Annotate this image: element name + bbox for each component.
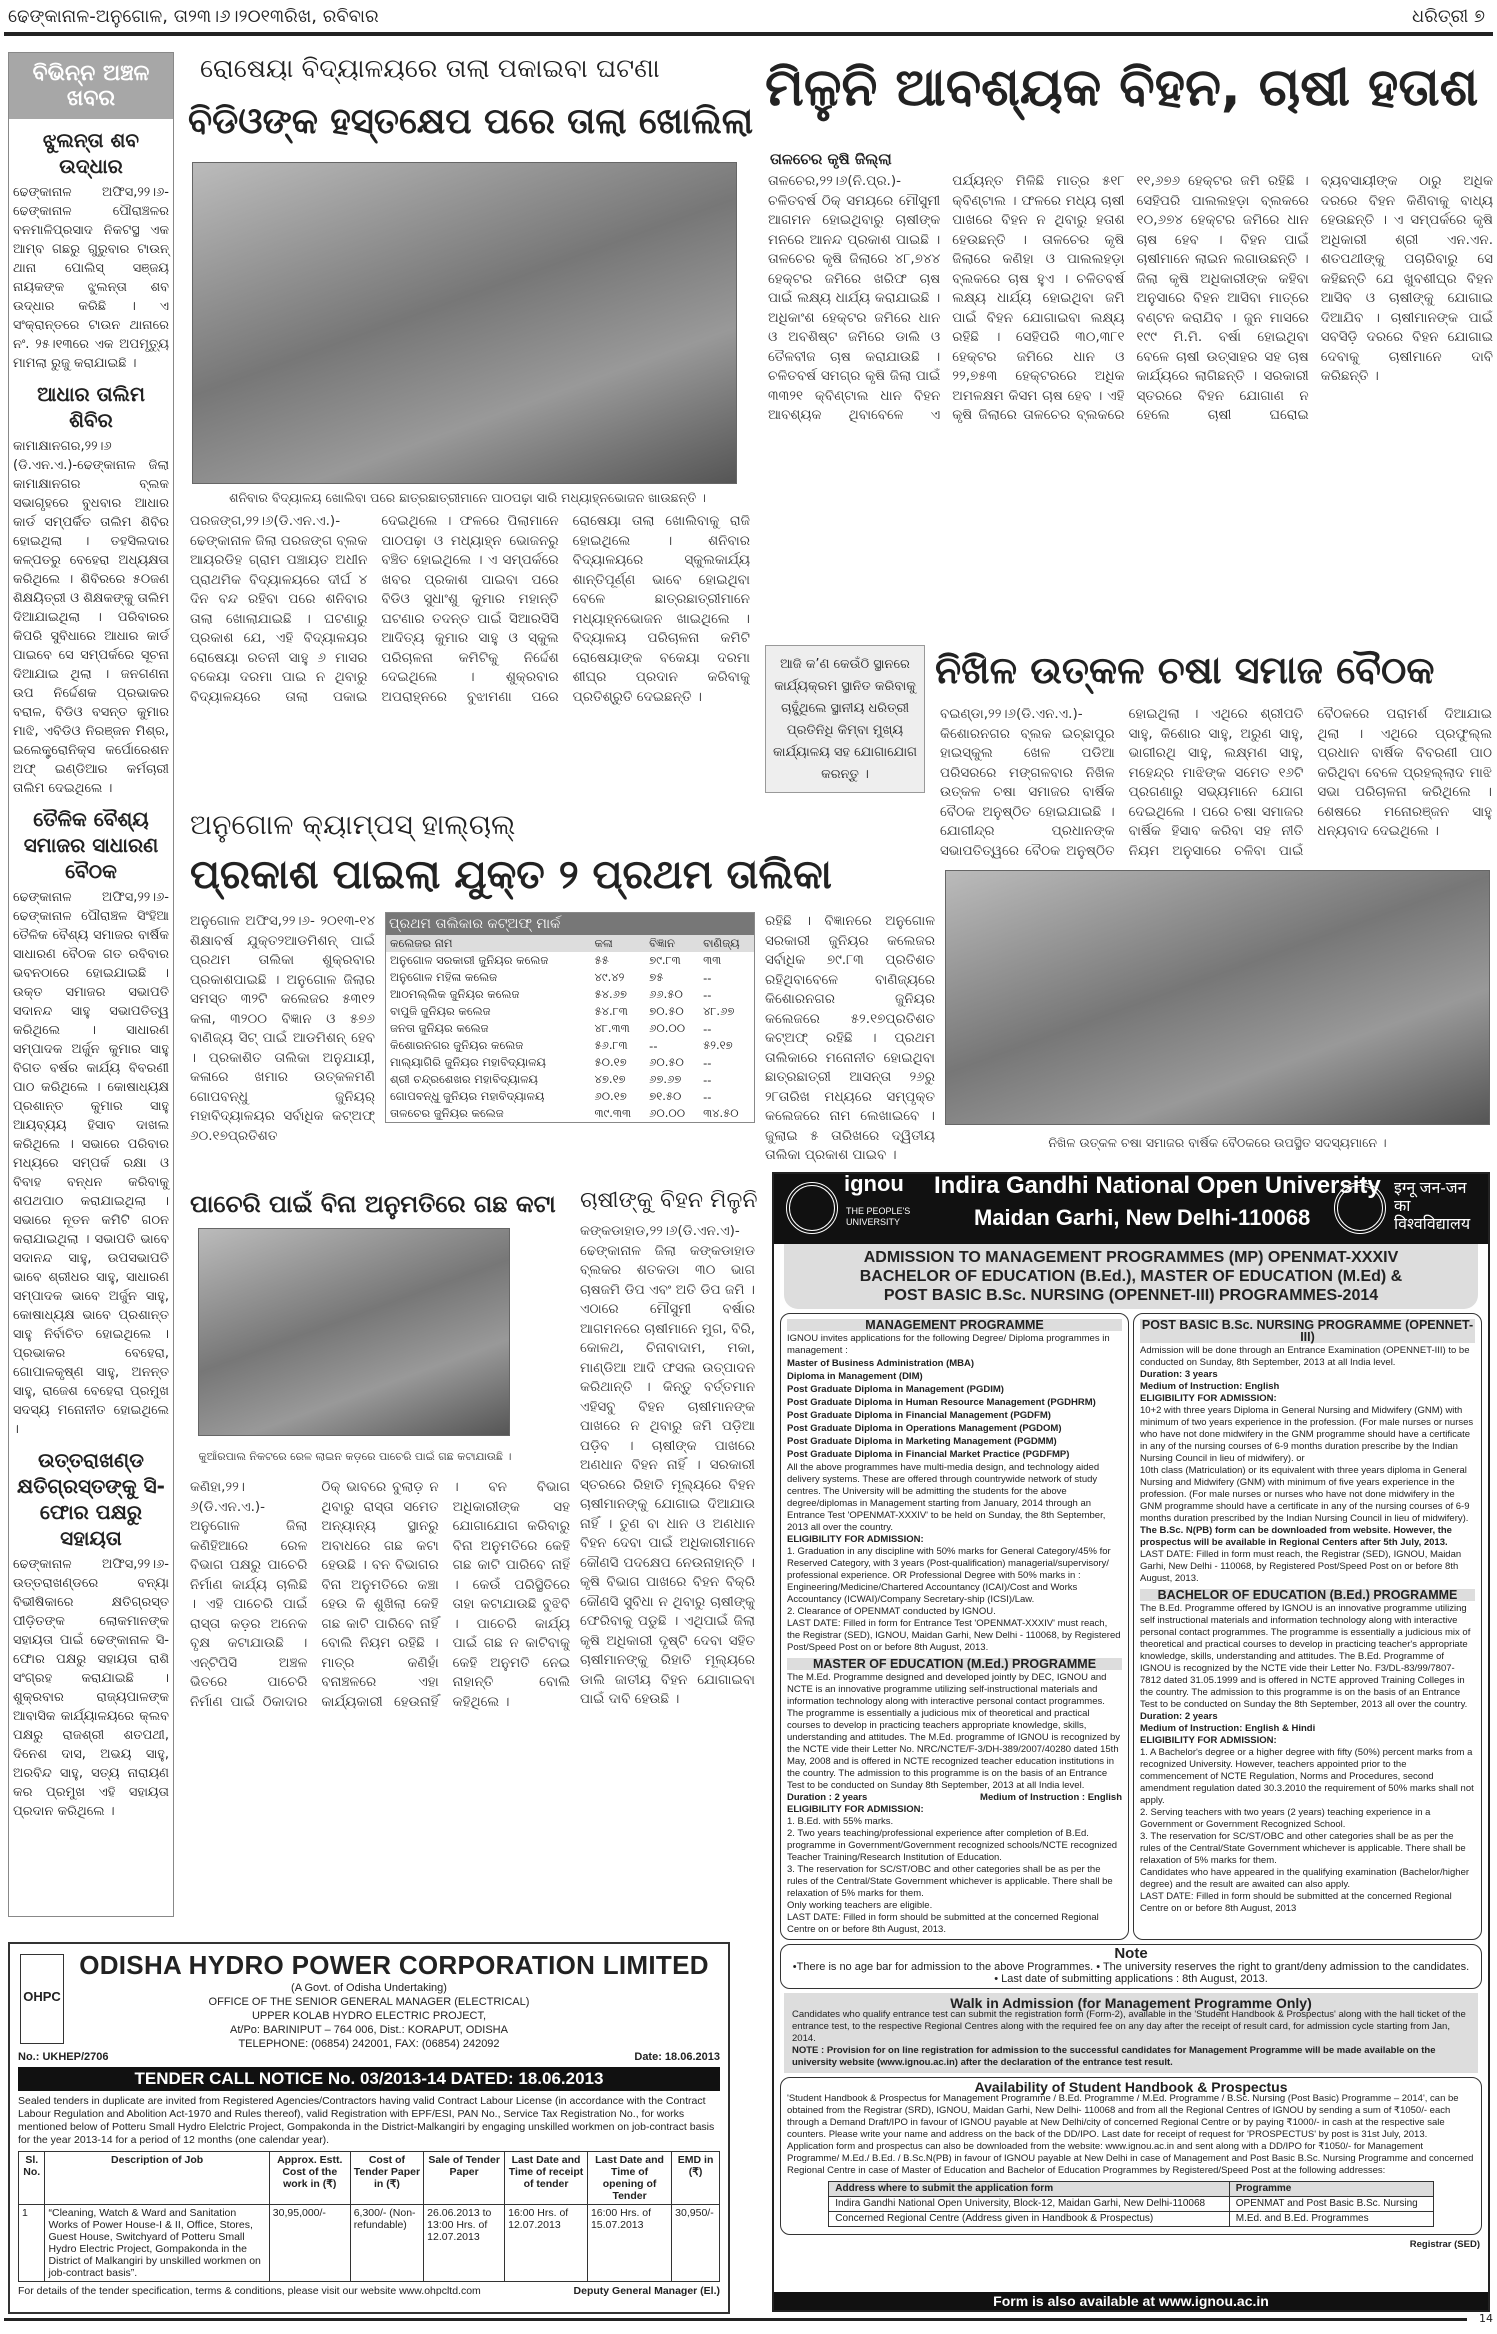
story-title: ଉତ୍ତରାଖଣ୍ଡ କ୍ଷତିଗ୍ରସ୍ତଙ୍କୁ ସି-ଫୋର ପକ୍ଷରୁ ସହାୟତା <box>17 1448 165 1550</box>
programme-item: Post Graduate Diploma in Marketing Management (PGDMM) <box>787 1436 1057 1447</box>
tender-cell: 16:00 Hrs. of 15.07.2013 <box>587 2205 671 2282</box>
tender-col-header: Description of Job <box>45 2152 269 2205</box>
cutoff-cell: ୬୦.୦୦ <box>649 1021 686 1035</box>
cutoff-cell: ଅନୁଗୋଳ ସରକାରୀ ଜୁନିୟର କଲେଜ <box>390 953 549 967</box>
programme-item: Diploma in Management (DIM) <box>787 1371 923 1382</box>
contact-callout: ଆଜି କ’ଣ କେଉଁଠି ସ୍ଥାନରେ କାର୍ଯ୍ୟକ୍ରମ ସ୍ଥାନିତ କରିବାକୁ ଚାହୁଁଥିଲେ ସ୍ଥାନୀୟ ଧରିତ୍ରୀ ପ୍ରତିନିଧି କିମ୍ବା ମୁଖ୍ୟ କାର୍ଯ୍ୟାଳୟ ସହ ଯୋଗାଯୋଗ କରନ୍ତୁ । <box>765 645 925 793</box>
programme-item: Post Graduate Diploma in Financial Management (PGDFM) <box>787 1410 1051 1421</box>
cutoff-cell: -- <box>703 1055 712 1070</box>
cell: Address where to submit the application form <box>829 2182 1230 2197</box>
ignou-signatory: Registrar (SED) <box>1409 2239 1480 2250</box>
programme-item: Post Graduate Diploma in Operations Management (PGDOM) <box>787 1423 1062 1434</box>
elig-item: 10th class (Matriculation) or its equivalent with three years diploma in General Nursing and Midwifery (GNM) with minimum of five years experience in the profession. (For male nurses or nurses who have not done midwifery in the GNM programme should have a certificate in any of the nursing courses of 6-9 months duration prescribed by the Indian Nursing Council in lieu of midwifery). <box>1140 1465 1470 1524</box>
seeds-body: ତାଳଚେର,୨୨।୬(ନି.ପ୍ର.)- ଚଳିତବର୍ଷ ଠିକ୍ ସମୟରେ ମୌସୁମୀ ଆଗମନ ହୋଇଥିବାରୁ ଚାଷୀଙ୍କ ମନରେ ଆନନ୍ଦ ପ୍ରକାଶ ପାଇଛି । ତାଳଚେର କୃଷି ଜିଲାରେ ୪୮,୭୪୪ ହେକ୍ଟର ଜମିରେ ଖରିଫ ଚାଷ ପାଇଁ ଲକ୍ଷ୍ୟ ଧାର୍ଯ୍ୟ କରାଯାଇଛି । ଅଧିକାଂଶ ହେକ୍ଟର ଜମିରେ ଧାନ ଓ ଅବଶିଷ୍ଟ ଜମିରେ ଡାଲି ଓ ତୈଳବୀଜ ଚାଷ କରାଯାଉଛି । ଚଳିତବର୍ଷ ସମଗ୍ର କୃଷି ଜିଲା ପାଇଁ ୩୩୨୧ କ୍ବିଣ୍ଟାଲ ଧାନ ବିହନ ଆବଶ୍ୟକ ଥିବାବେଳେ ଏ ପର୍ଯ୍ୟନ୍ତ ମିଳିଛି ମାତ୍ର ୫୧୮ କ୍ବିଣ୍ଟାଲ । ଫଳରେ ମଧ୍ୟ ଚାଷୀ ପାଖରେ ବିହନ ନ ଥିବାରୁ ହତାଶ ହେଉଛନ୍ତି । ତାଳଚେର କୃଷି ଜିଲାରେ କଣିହା ଓ ପାଲଲହଡ଼ା ବ୍ଲକରେ ଚାଷ ହୁଏ । ଚଳିତବର୍ଷ ଲକ୍ଷ୍ୟ ଧାର୍ଯ୍ୟ ହୋଇଥିବା ଜମି ପାଇଁ ବିହନ ଯୋଗାଇବା ଲକ୍ଷ୍ୟ ରହିଛି । ସେହିପରି ୩୦,୩୮୧ ହେକ୍ଟର ଜମିରେ ଧାନ ଓ ୨୨,୭୫୩ ହେକ୍ଟରରେ ଅଧିକ ଅମଳକ୍ଷମ କିସମ ଚାଷ ହେବ । ଏହି କୃଷି ଜିଲାରେ ତାଳଚେର ବ୍ଲକରେ ୧୧,୬୭୬ ହେକ୍ଟର ଜମି ରହିଛି । ସେହିପରି ପାଲଲହଡ଼ା ବ୍ଲକରେ ୧୦,୬୭୪ ହେକ୍ଟର ଜମିରେ ଧାନ ଚାଷ ହେବ । ବିହନ ପାଇଁ ଚାଷୀମାନେ ଲାଇନ ଲଗାଉଛନ୍ତି । ଜିଲା କୃଷି ଅଧିକାରୀଙ୍କ କହିବା ଅନୁସାରେ ବିହନ ଆସିବା ମାତ୍ରେ ବଣ୍ଟନ କରାଯିବ । ଜୁନ ମାସରେ ୧୯୯ ମି.ମି. ବର୍ଷା ହୋଇଥିବା ବେଳେ ଚାଷୀ ଉତ୍ସାହର ସହ ଚାଷ କାର୍ଯ୍ୟରେ ଲାଗିଛନ୍ତି । ସରକାରୀ ସ୍ତରରେ ବିହନ ଯୋଗାଣ ନ ହେଲେ ଚାଷୀ ଘରୋଇ ବ୍ୟବସାୟୀଙ୍କ ଠାରୁ ଅଧିକ ଦରରେ ବିହନ କିଣିବାକୁ ବାଧ୍ୟ ହେଉଛନ୍ତି । ଏ ସମ୍ପର୍କରେ କୃଷି ଅଧିକାରୀ ଶ୍ରୀ ଏନ.ଏନ. ଶତପଥୀଙ୍କୁ ପଚାରିବାରୁ ସେ କହିଛନ୍ତି ଯେ ଖୁବଶୀଘ୍ର ବିହନ ଆସିବ ଓ ଚାଷୀଙ୍କୁ ଯୋଗାଇ ଦିଆଯିବ । ଚାଷୀମାନଙ୍କ ପାଇଁ ସବସିଡ଼ି ଦରରେ ବିହନ ଯୋଗାଇ ଦେବାକୁ ଚାଷୀମାନେ ଦାବି କରିଛନ୍ତି । <box>768 173 1493 423</box>
seeds-headline: ମିଳୁନି ଆବଶ୍ୟକ ବିହନ, ଚାଷୀ ହତାଶ <box>765 58 1479 118</box>
tender-col-header: Sale of Tender Paper <box>424 2152 505 2205</box>
school-kicker: ରୋଷେୟା ବିଦ୍ୟାଳୟରେ ତାଲା ପକାଇବା ଘଟଣା <box>200 54 660 84</box>
cutoff-cell: ତାଳଚେର ଜୁନିୟର କଲେଜ <box>390 1106 504 1120</box>
cutoff-cell: ୪୮.୩୩ <box>594 1021 630 1035</box>
admission-line: BACHELOR OF EDUCATION (B.Ed.), MASTER OF EDUCATION (M.Ed) & <box>859 1268 1403 1285</box>
tender-col-header: EMD in (₹) <box>672 2152 720 2205</box>
bed-duration: Duration: 2 years <box>1140 1711 1218 1722</box>
programme-item: Post Graduate Diploma in Human Resource Management (PGDHRM) <box>787 1397 1096 1408</box>
tender-cell: 1 <box>19 2205 45 2282</box>
cutoff-cell: ୬୦.୫୦ <box>649 1055 684 1069</box>
cell: Indira Gandhi National Open University, Block-12, Maidan Garhi, New Delhi-110068 <box>829 2197 1230 2212</box>
cutoff-cell: ୫୪.୬୭ <box>594 987 627 1001</box>
cutoff-row <box>386 1105 755 1123</box>
med-title: MASTER OF EDUCATION (M.Ed.) PROGRAMME <box>787 1658 1122 1670</box>
ignou-brand: ignou <box>844 1172 904 1196</box>
cutoff-row <box>386 1071 755 1088</box>
nursing-bed-box <box>1133 1313 1482 1940</box>
story-title: ଆଧାର ତାଲିମ ଶିବିର <box>37 382 145 432</box>
nursing-duration: Duration: 3 years <box>1140 1369 1218 1380</box>
story-body: ଢେଙ୍କାନାଳ ଅଫିସ,୨୨।୬- ଢେଙ୍କାନାଳ ପୌରାଞ୍ଚଳର ବନମାଳିପ୍ରସାଦ ନିକଟସ୍ଥ ଏକ ଆମ୍ବ ଗଛରୁ ଗୁରୁବାର ଟାଉନ୍ ଥାନା ପୋଲିସ୍ ସଞ୍ଜୟ ନାୟକଙ୍କ ଝୁଲନ୍ତା ଶବ ଉଦ୍ଧାର କରିଛି । ଏ ସଂକ୍ରାନ୍ତରେ ଟାଉନ ଥାନାରେ ନଂ. ୨୫।୧୩ରେ ଏକ ଅପମୃତ୍ୟୁ ମାମଲା ରୁଜୁ କରାଯାଇଛି । <box>13 185 169 371</box>
cutoff-table-title: ପ୍ରଥମ ତାଲିକାର କଟ୍‌ଅଫ୍ ମାର୍କ <box>386 913 755 936</box>
trees-photo <box>198 1228 510 1436</box>
footer-rule <box>4 2318 1467 2321</box>
elig-item: 1. A Bachelor's degree or a higher degree with fifty (50%) percent marks from a recognized University. However, teachers appointed prior to the commencement of NCTE Regulation, Norms and Procedures, second amendment regulation dated 30.3.2010 the requirement of 50% marks shall not apply. <box>1140 1747 1474 1806</box>
mgmt-desc: All the above programmes have multi-media design, and technology aided delivery systems. These are offered through countrywide network of study centres. The University will be admitting the students for the above degree/diplomas in Management starting from January, 2014 through an Entrance Test 'OPENMAT-XXXIV' to be held on Sunday, the 8th September, 2013 all over the country. <box>787 1462 1106 1533</box>
cutoff-cell: -- <box>703 1072 712 1087</box>
cutoff-cell: ୭୧.୫୦ <box>649 1089 682 1103</box>
prospectus-body: 'Student Handbook & Prospectus for Management Programme / B.Ed. Programme / M.Ed. Programme / B.Sc. Nursing (Post Basic) Programme – 2014', can be obtained from the Registrar (SRD), IGNOU, Maidan Garhi, New Delhi- 110068 and from all the Regional Centres of IGNOU by sending a sum of ₹1050/- each through a Demand Draft/IPO in favour of IGNOU payable at New Delhi/city of concerned Regional Centre or by paying ₹1000/- in cash at the respective sale counters. Please write your name and address on the back of the DD/IPO. Last date for receipt of request for 'PROSPECTUS' by post is 31st July, 2013. <box>787 2093 1459 2140</box>
tender-cell: 16:00 Hrs. of 12.07.2013 <box>505 2205 588 2282</box>
left-news-column <box>8 52 174 1917</box>
nursing-form: The B.Sc. N(PB) form can be downloaded from website. However, the prospectus will be available in Regional Centers after 5th July, 2013. <box>1140 1525 1452 1548</box>
elig-title: ELIGIBILITY FOR ADMISSION: <box>1140 1735 1277 1746</box>
walk-body: Candidates who qualify entrance test can submit the registration form (Form-2), available in the 'Student Handbook & Prospectus' along with the hall ticket of the entrance test, to the respective Regional Centres along with the required fee on any day after the receipt of result card, for admission cycle starting from Jan, 2014. <box>792 2009 1466 2044</box>
tender-cell: 6,300/- (Non-refundable) <box>350 2205 423 2282</box>
cutoff-cell: ୫୦.୧୭ <box>594 1055 627 1069</box>
last-date: LAST DATE: Filled in form should be submitted at the concerned Regional Centre on or before 8th August, 2013 <box>1140 1891 1452 1914</box>
cutoff-cell: ଆଠମଲ୍ଲିକ ଜୁନିୟର କଲେଜ <box>390 987 520 1001</box>
programme-item: Master of Business Administration (MBA) <box>787 1358 975 1369</box>
mgmt-title: MANAGEMENT PROGRAMME <box>787 1319 1122 1331</box>
ohpc-logo: OHPC <box>20 1954 64 2044</box>
walk-in-box <box>784 1993 1478 2073</box>
cutoff-cell: ଗୋପବନ୍ଧୁ ଜୁନିୟର ମହାବିଦ୍ୟାଳୟ <box>390 1089 545 1103</box>
cell: Programme <box>1229 2182 1433 2197</box>
prospectus-box <box>780 2077 1482 2235</box>
ignou-footer: Form is also available at www.ignou.ac.in <box>774 2292 1488 2310</box>
tender-col-header: Last Date and Time of receipt of tender <box>505 2152 588 2205</box>
dateline: ଢେଙ୍କାନାଳ-ଅନୁଗୋଳ, ତା୨୩।୬।୨୦୧୩ରିଖ, ରବିବାର <box>8 6 379 27</box>
elig-title: ELIGIBILITY FOR ADMISSION: <box>787 1804 924 1815</box>
cutoff-cell: ୫୨.୧୭ <box>703 1038 733 1052</box>
note-title: Note <box>1114 1945 1148 1962</box>
school-body: ପରଜଙ୍ଗ,୨୨।୬(ଡି.ଏନ.ଏ.)- ଢେଙ୍କାନାଳ ଜିଲା ପରଜଙ୍ଗ ବ୍ଲକ ଆୟରଡିହ ଗ୍ରାମ ପଞ୍ଚାୟତ ଅଧୀନ ପ୍ରାଥମିକ ବିଦ୍ୟାଳୟରେ ଦୀର୍ଘ ୪ ଦିନ ବନ୍ଦ ରହିବା ପରେ ଶନିବାର ତାଲା ଖୋଲାଯାଇଛି । ଘଟଣାରୁ ପ୍ରକାଶ ଯେ, ଏହି ବିଦ୍ୟାଳୟର ରୋଷେୟା ରତନୀ ସାହୁ ୬ ମାସର ବକେୟା ଦରମା ପାଇ ନ ଥିବାରୁ ବିଦ୍ୟାଳୟରେ ତାଲା ପକାଇ ଦେଇଥିଲେ । ଫଳରେ ପିଲାମାନେ ପାଠପଢ଼ା ଓ ମଧ୍ୟାହ୍ନ ଭୋଜନରୁ ବଞ୍ଚିତ ହୋଇଥିଲେ । ଏ ସମ୍ପର୍କରେ ଖବର ପ୍ରକାଶ ପାଇବା ପରେ ବିଡିଓ ସୁଧାଂଶୁ କୁମାର ମହାନ୍ତି ଘଟଣାର ତଦନ୍ତ ପାଇଁ ସିଆରସିସି ଆଦିତ୍ୟ କୁମାର ସାହୁ ଓ ସ୍କୁଲ ପରିଚାଳନା କମିଟିକୁ ନିର୍ଦ୍ଦେଶ ଦେଇଥିଲେ । ଶୁକ୍ରବାର ଅପରାହ୍ନରେ ବୁଝାମଣା ପରେ ରୋଷେୟା ତାଲା ଖୋଲିବାକୁ ରାଜି ହୋଇଥିଲେ । ଶନିବାର ବିଦ୍ୟାଳୟରେ ସ୍କୁଲକାର୍ଯ୍ୟ ଶାନ୍ତିପୂର୍ଣ୍ଣ ଭାବେ ହୋଇଥିବା ବେଳେ ଛାତ୍ରଛାତ୍ରୀମାନେ ମଧ୍ୟାହ୍ନଭୋଜନ ଖାଇଥିଲେ । ବିଦ୍ୟାଳୟ ପରିଚାଳନା କମିଟି ରୋଷେୟାଙ୍କ ବକେୟା ଦରମା ଶୀଘ୍ର ପ୍ରଦାନ କରିବାକୁ ପ୍ରତିଶ୍ରୁତି ଦେଇଛନ୍ତି । <box>190 513 750 705</box>
cutoff-cell: -- <box>649 1038 658 1053</box>
tender-body: Sealed tenders in duplicate are invited from Registered Agencies/Contractors having valid Contract Labour License (in accordance with the Contract Labour Regulation and Abolition Act-1970 and Rules thereof), valid Registration with EPF/ESI, PAN No., Service Tax Registration No., for works mentioned below of Potteru Small Hydro Elelctric Project, Gompakonda in the District-Malkangiri by engaging unskilled workmen on job-contract basis for the year 2013-14 for a period of 12 months (one calendar year). <box>18 2095 715 2146</box>
admission-line: POST BASIC B.Sc. NURSING (OPENNET-III) PROGRAMMES-2014 <box>883 1287 1379 1304</box>
school-headline: ବିଡିଓଙ୍କ ହସ୍ତକ୍ଷେପ ପରେ ତାଲା ଖୋଲିଲା <box>188 101 754 142</box>
elig-item: 3. The reservation for SC/ST/OBC and other categories shall be as per the rules of the Central/State Government whichever is applicable. There shall be relaxation of 5% marks for them. <box>1140 1831 1466 1866</box>
page-label: ଧରିତ୍ରୀ ୭ <box>1412 6 1485 27</box>
elig-item: 3. The reservation for SC/ST/OBC and other categories shall be as per the rules of the Central/State Government whichever is applicable. There shall be relaxation of 5% marks for them. <box>787 1864 1113 1899</box>
tender-table <box>18 2151 720 2282</box>
mgmt-med-box <box>780 1313 1129 1940</box>
trees-body: କଣିହା,୨୨।୬(ଡି.ଏନ.ଏ.)- ଅନୁଗୋଳ ଜିଲା କଣିହିଆରେ ରେଳ ବିଭାଗ ପକ୍ଷରୁ ପାଚେରି ନିର୍ମାଣ କାର୍ଯ୍ୟ ଚାଲିଛି । ଏହି ପାଚେରି ପାଇଁ ରାସ୍ତା କଡ଼ର ଅନେକ ବୃକ୍ଷ କଟାଯାଉଛି । ଏନ୍‌ଟିପିସି ଅଞ୍ଚଳ ଭିତରେ ପାଚେରି ନିର୍ମାଣ ପାଇଁ ଠିକାଦାର ଠିକ୍ ଭାବରେ ବୁଲାଡ଼ ନ ଥିବାରୁ ରାସ୍ତା ସମେତ ଅନ୍ୟାନ୍ୟ ସ୍ଥାନରୁ ଅବାଧରେ ଗଛ କଟା ହେଉଛି । ବନ ବିଭାଗର ବିନା ଅନୁମତିରେ କଞ୍ଚା ହେଉ କି ଶୁଖିଲା କେହି ଗଛ କାଟି ପାରିବେ ନାହିଁ ବୋଲି ନିୟମ ରହିଛି । ମାତ୍ର କଣିହାଁ ବନାଞ୍ଚଳରେ ଏହା କାର୍ଯ୍ୟକାରୀ ହେଉନାହିଁ । ବନ ବିଭାଗ ଅଧିକାରୀଙ୍କ ସହ ଯୋଗାଯୋଗ କରିବାରୁ ବିନା ଅନୁମତିରେ କେହି ଗଛ କାଟି ପାରିବେ ନାହିଁ । କେଉଁ ପରିସ୍ଥିତିରେ ତାହା କଟାଯାଉଛି ବୁଝିବି । ପାଚେରି କାର୍ଯ୍ୟ ପାଇଁ ଗଛ ନ କାଟିବାକୁ କେହି ଅନୁମତି ନେଇ ନାହାନ୍ତି ବୋଲି କହିଥିଲେ । <box>190 1479 570 1710</box>
tender-cell: 26.06.2013 to 13:00 Hrs. of 12.07.2013 <box>424 2205 505 2282</box>
cutoff-cell: କିଶୋରନଗର ଜୁନିୟର କଲେଜ <box>390 1038 524 1052</box>
ohpc-sub: TELEPHONE: (06854) 242001, FAX: (06854) 242092 <box>238 2038 500 2050</box>
ohpc-sub: OFFICE OF THE SENIOR GENERAL MANAGER (ELECTRICAL) <box>208 1996 530 2008</box>
mgmt-intro: IGNOU invites applications for the following Degree/ Diploma programmes in management : <box>787 1333 1110 1356</box>
cutoff-table <box>385 912 755 1123</box>
trees-caption: କୁଆଁରପାଲ ନିକଟରେ ରେଳ ଲାଇନ କଡ଼ରେ ପାଚେରି ପାଇଁ ଗଛ କଟାଯାଉଛି । <box>198 1450 512 1463</box>
campus-body-right: ରହିଛି । ବିଜ୍ଞାନରେ ଅନୁଗୋଳ ସରକାରୀ ଜୁନିୟର କଲେଜର ସର୍ବାଧିକ ୭୯.୮୩ ପ୍ରତିଶତ ରହିଥିବାବେଳେ ବାଣିଜ୍ୟରେ କିଶୋରନଗର ଜୁନିୟର କଲେଜରେ ୫୨.୧୭ପ୍ରତିଶତ କଟ୍‌ଅଫ୍ ରହିଛି । ପ୍ରଥମ ତାଲିକାରେ ମନୋନୀତ ହୋଇଥିବା ଛାତ୍ରଛାତ୍ରୀ ଆସନ୍ତା ୨୬ରୁ ୨୮ତାରିଖ ମଧ୍ୟରେ ସମ୍ପୃକ୍ତ କଲେଜରେ ନାମ ଲେଖାଇବେ । ଜୁଲାଇ ୫ ତାରିଖରେ ଦ୍ୱିତୀୟ ତାଲିକା ପ୍ରକାଶ ପାଇବ । <box>765 913 935 1163</box>
ignou-hindi: इग्नू जन-जन का विश्वविद्यालय <box>1394 1180 1471 1233</box>
elig-item: 1. B.Ed. with 55% marks. <box>787 1816 894 1827</box>
cell: OPENMAT and Post Basic B.Sc. Nursing <box>1229 2197 1433 2212</box>
cutoff-cell: ୪୭.୧୭ <box>594 1072 626 1086</box>
tender-signatory: Deputy General Manager (El.) <box>573 2285 720 2297</box>
med-medium: Medium of Instruction : English <box>980 1792 1122 1803</box>
tender-col-header: Cost of Tender Paper in (₹) <box>350 2152 423 2205</box>
cutoff-cell: ୭୯.୮୩ <box>649 953 681 967</box>
ignou-logo-icon <box>1334 1182 1386 1234</box>
elig-item: 2. Two years teaching/professional experience after completion of B.Ed. programme in Government/Government recognized schools/NCTE recognized Teacher Training/Research Institution of Education. <box>787 1828 1118 1863</box>
cutoff-row <box>386 986 755 1003</box>
cutoff-cell: ୬୬.୫୦ <box>649 987 683 1001</box>
bed-medium: Medium of Instruction: English & Hindi <box>1140 1723 1316 1734</box>
elig-title: ELIGIBILITY FOR ADMISSION: <box>787 1534 924 1545</box>
programme-item: Post Graduate Diploma in Management (PGDIM) <box>787 1384 1004 1395</box>
note-line: •There is no age bar for admission to the above Programmes. • The university reserves the right to grant/deny admission to the candidates. <box>792 1961 1470 1973</box>
cutoff-cell: ୪୮.୬୭ <box>703 1004 735 1018</box>
cutoff-row <box>386 1020 755 1037</box>
cutoff-cell: ୬୭.୬୭ <box>649 1072 682 1086</box>
nursing-title: POST BASIC B.Sc. NURSING PROGRAMME (OPENNET-III) <box>1141 1318 1474 1344</box>
trees-headline: ପାଚେରି ପାଇଁ ବିନା ଅନୁମତିରେ ଗଛ କଟା <box>190 1190 556 1218</box>
bed-title: BACHELOR OF EDUCATION (B.Ed.) PROGRAMME <box>1140 1589 1475 1601</box>
elig-item: 2. Clearance of OPENMAT conducted by IGNOU. <box>787 1606 996 1617</box>
cutoff-row <box>386 1088 755 1105</box>
ohpc-tender-ad <box>8 1942 730 2314</box>
cutoff-cell: ୫୬.୮୩ <box>594 1038 628 1052</box>
seeds-subhead: ତାଳଚେର କୃଷି ଜିଲ୍ଲା <box>770 150 892 168</box>
cutoff-cell: ମାଲ୍ୟାଗିରି ଜୁନିୟର ମହାବିଦ୍ୟାଳୟ <box>390 1055 546 1069</box>
tender-footer: For details of the tender specification, terms & conditions, please visit our website www.ohpcltd.com <box>18 2285 481 2297</box>
campus-body-left: ଅନୁଗୋଳ ଅଫିସ,୨୨।୬- ୨୦୧୩-୧୪ ଶିକ୍ଷାବର୍ଷ ଯୁକ୍ତ୨ଆଡମିଶନ୍ ପାଇଁ ପ୍ରଥମ ତାଲିକା ଶୁକ୍ରବାର ପ୍ରକାଶପାଇଛି । ଅନୁଗୋଳ ଜିଲାର ସମସ୍ତ ୩୨ଟି କଲେଜର ୫୩୧୨ କଳା, ୩୨୦୦ ବିଜ୍ଞାନ ଓ ୫୭୬ ବାଣିଜ୍ୟ ସିଟ୍ ପାଇଁ ଆଡମିଶନ୍ ହେବ । ପ୍ରକାଶିତ ତାଲିକା ଅନୁଯାୟୀ, କଳାରେ ଖମାର ଉତ୍କଳମଣି ଗୋପବନ୍ଧୁ ଜୁନିୟର୍ ମହାବିଦ୍ୟାଳୟର ସର୍ବାଧିକ କଟ୍‌ଅଫ୍ ୬୦.୧୭ପ୍ରତିଶତ <box>190 913 375 1144</box>
cutoff-cell: ୪୯.୪୨ <box>594 970 625 984</box>
tender-cell: “Cleaning, Watch & Ward and Sanitation Works of Power House-I & II, Office, Stores, Guest House, Switchyard of Potteru Small Hydro Electric Project, Gompakonda in the District of Malkangiri by unskilled workmen on job-contract basis”. <box>45 2205 269 2282</box>
last-date: LAST DATE: Filled in form should be submitted at the concerned Regional Centre on or before 8th August, 2013. <box>787 1912 1099 1935</box>
programme-item: Post Graduate Diploma in Financial Market Practice (PGDFMP) <box>787 1449 1070 1460</box>
cutoff-cell: ୫୪.୮୩ <box>594 1004 628 1018</box>
cutoff-row <box>386 1037 755 1054</box>
school-caption: ଶନିବାର ବିଦ୍ୟାଳୟ ଖୋଲିବା ପରେ ଛାତ୍ରଛାତ୍ରୀମାନେ ପାଠପଢ଼ା ସାରି ମଧ୍ୟାହ୍ନଭୋଜନ ଖାଉଛନ୍ତି । <box>229 490 706 505</box>
col-header: କଳା <box>591 935 646 952</box>
farmers-headline: ନିଖିଳ ଉତ୍କଳ ଚଷା ସମାଜ ବୈଠକ <box>935 648 1435 692</box>
admission-line: ADMISSION TO MANAGEMENT PROGRAMMES (MP) OPENMAT-XXXIV <box>863 1249 1399 1266</box>
med-desc: The M.Ed. Programme designed and developed jointly by DEC, IGNOU and NCTE is an innovative programme utilizing self-instructional materials and information technology along with interactive personal contact programmes. The programme is essentially a judicious mix of theoretical and practical courses to develop in practicing teachers appropriate knowledge, skills, understanding and attitudes. The M.Ed. programme of IGNOU is recognized by the NCTE vide their Letter No. NRC/NCTE/F-3/DH-389/2007/40280 dated 15th May, 2008 and is offered in NCTE recognized teacher education institutions in the country. The admission to this programme is on the basis of an Entrance Test to be conducted on Sunday 8th September, 2013 at all India level. <box>787 1672 1121 1791</box>
elig-title: ELIGIBILITY FOR ADMISSION: <box>1140 1393 1277 1404</box>
cutoff-cell: ୬୦.୦୦ <box>649 1106 686 1120</box>
cutoff-cell: ୭୫ <box>649 970 664 984</box>
ohpc-sub: (A Govt. of Odisha Undertaking) <box>291 1982 447 1994</box>
tender-col-header: Approx. Estt. Cost of the work in (₹) <box>269 2152 350 2205</box>
last-date: LAST DATE: Filled in form for Entrance Test 'OPENMAT-XXXIV' must reach, the Registrar (SED), IGNOU, Maidan Garhi, New Delhi - 110068, by Registered Post/Speed Post on or before 8th August, 2013. <box>787 1618 1121 1653</box>
campus-headline: ପ୍ରକାଶ ପାଇଲା ଯୁକ୍ତ ୨ ପ୍ରଥମ ତାଲିକା <box>190 852 832 898</box>
ohpc-name: ODISHA HYDRO POWER CORPORATION LIMITED <box>79 1950 709 1980</box>
walk-note: NOTE : Provision for on line registration for admission to the successful candidates for Management Programme will be made available on the university website (www.ignou.ac.in) after the declaration of the entrance test result. <box>792 2045 1436 2068</box>
ignou-name: Indira Gandhi National Open University <box>934 1172 1381 1199</box>
cutoff-row <box>386 969 755 986</box>
cutoff-cell: ୫୫ <box>594 953 609 967</box>
story-title: ତୈଳିକ ବୈଶ୍ୟ ସମାଜର ସାଧାରଣ ବୈଠକ <box>23 807 159 883</box>
ignou-logo-icon <box>786 1182 838 1234</box>
farmers-caption: ନିଖିଳ ଉତ୍କଳ ଚଷା ସମାଜର ବାର୍ଷିକ ବୈଠକରେ ଉପସ୍ଥିତ ସଦସ୍ୟମାନେ । <box>1048 1135 1387 1150</box>
cutoff-cell: -- <box>703 970 712 985</box>
bed-desc: The B.Ed. Programme offered by IGNOU is an innovative programme utilizing self instructional materials and information technology along with interactive personal contact programmes. The programme is essentially a judicious mix of theoretical and practical courses to develop in practicing teacher's appropriate knowledge, skills, understanding and attitudes. The B.Ed. Programme of IGNOU is recognized by the NCTE vide their Letter No. F3/DL-83/99/7807-7812 dated 31.05.1999 and is offered in NCTE approved Training Colleges in the country. The admission to this programme is on the basis of an Entrance Test to be conducted on Sunday the 8th September, 2013 all over the country. <box>1140 1603 1471 1710</box>
cutoff-cell: ଶ୍ରୀ ଚନ୍ଦ୍ରଶେଖର ମହାବିଦ୍ୟାଳୟ <box>390 1072 538 1086</box>
ohpc-sub: UPPER KOLAB HYDRO ELECTRIC PROJECT, <box>251 2010 487 2022</box>
ignou-address: Maidan Garhi, New Delhi-110068 <box>974 1205 1311 1230</box>
cutoff-cell: ୭୦.୫୦ <box>649 1004 684 1018</box>
story-body: ଢେଙ୍କାନାଳ ଅଫିସ,୨୨।୬- ଢେଙ୍କାନାଳ ପୌରାଞ୍ଚଳ ସିଂହିଆ ତୈଳିକ ବୈଶ୍ୟ ସମାଜର ବାର୍ଷିକ ସାଧାରଣ ବୈଠକ ଗତ ରବିବାର ଭବନଠାରେ ହୋଇଯାଇଛି । ଉକ୍ତ ସମାଜର ସଭାପତି ସଦାନନ୍ଦ ସାହୁ ସଭାପତିତ୍ୱ କରିଥିଲେ । ସାଧାରଣ ସମ୍ପାଦକ ଅର୍ଜୁନ କୁମାର ସାହୁ ବିଗତ ବର୍ଷର କାର୍ଯ୍ୟ ବିବରଣୀ ପାଠ କରିଥିଲେ । କୋଷାଧ୍ୟକ୍ଷ ପ୍ରଶାନ୍ତ କୁମାର ସାହୁ ଆୟବ୍ୟୟ ହିସାବ ଦାଖଲ କରିଥିଲେ । ସଭାରେ ପରିବାର ମଧ୍ୟରେ ସମ୍ପର୍କ ରକ୍ଷା ଓ ବିବାହ ବନ୍ଧନ କରିବାକୁ ଶପଥପାଠ କରାଯାଇଥିଲା । ସଭାରେ ନୂତନ କମିଟି ଗଠନ କରାଯାଇଥିଲା । ସଭାପତି ଭାବେ ସଦାନନ୍ଦ ସାହୁ, ଉପସଭାପତି ଭାବେ ଶ୍ରୀଧର ସାହୁ, ସାଧାରଣ ସମ୍ପାଦକ ଭାବେ ଅର୍ଜୁନ ସାହୁ, କୋଷାଧ୍ୟକ୍ଷ ଭାବେ ପ୍ରଶାନ୍ତ ସାହୁ ନିର୍ବାଚିତ ହୋଇଥିଲେ । ପ୍ରଭାକର ବେହେରା, ଗୋପାଳକୃଷ୍ଣ ସାହୁ, ଅନନ୍ତ ସାହୁ, ରାଜେଶ ବେହେରା ପ୍ରମୁଖ ସଦସ୍ୟ ମନୋନୀତ ହୋଇଥିଲେ । <box>13 890 169 1437</box>
elig-item: Only working teachers are eligible. <box>787 1900 933 1911</box>
campus-kicker: ଅନୁଗୋଳ କ୍ୟାମ୍ପସ୍ ହାଲ୍‌ଚାଲ୍ <box>190 808 516 841</box>
ohpc-sub: At/Po: BARINIPUT – 764 006, Dist.: KORAPUT, ODISHA <box>230 2024 508 2036</box>
elig-item: 1. Graduation in any discipline with 50% marks for General Category/45% for Reserved Category, with 3 years (Post-qualification) managerial/supervisory/ professional experience. OR Professional Degree with 50% marks in : Engineering/Medicine/Chartered Accountancy (ICAI)/Cost and Works Accountancy (ICWAI)/Company Secretary-ship (ICSI)/Law. <box>787 1546 1111 1605</box>
cutoff-cell: ୩୪.୫୦ <box>703 1106 739 1120</box>
cutoff-row <box>386 952 755 969</box>
col-header: ବାଣିଜ୍ୟ <box>699 935 754 952</box>
elig-item: 10+2 with three years Diploma in General Nursing and Midwifery (GNM) with minimum of two years experience in the profession. (For male nurses or nurses who have not done midwifery in the GNM programme should have a certificate in any of the nursing courses of 6-9 months duration prescribe by the Indian Nursing Council in lieu of midwifery). or <box>1140 1405 1474 1464</box>
farmers-body: ବଇଣ୍ଡା,୨୨।୬(ଡି.ଏନ.ଏ.)- କିଶୋରନଗର ବ୍ଲକ ଇଚ୍ଛାପୁର ହାଇସ୍କୁଲ ଖେଳ ପଡିଆ ପରିସରରେ ମଙ୍ଗଳବାର ନିଖିଳ ଉତ୍କଳ ଚଷା ସମାଜର ବାର୍ଷିକ ବୈଠକ ଅନୁଷ୍ଠିତ ହୋଇଯାଇଛି । ଯୋଗୀନ୍ଦ୍ର ପ୍ରଧାନଙ୍କ ସଭାପତିତ୍ୱରେ ବୈଠକ ଅନୁଷ୍ଠିତ ହୋଇଥିଲା । ଏଥିରେ ଶ୍ରୀପତି ସାହୁ, କିଶୋର ସାହୁ, ଅରୁଣ ସାହୁ, ଭାଗୀରଥି ସାହୁ, ଲକ୍ଷ୍ମଣ ସାହୁ, ମହେନ୍ଦ୍ର ମାଝିଙ୍କ ସମେତ ୧୬ଟି ପ୍ରଗଣାରୁ ସଭ୍ୟମାନେ ଯୋଗ ଦେଇଥିଲେ । ପରେ ଚଷା ସମାଜର ବାର୍ଷିକ ହିସାବ କରିବା ସହ ନୀତି ନିୟମ ଅନୁସାରେ ଚଳିବା ପାଇଁ ବୈଠକରେ ପରାମର୍ଶ ଦିଆଯାଇ ଥିଲା । ଏଥିରେ ପ୍ରଫୁଲ୍ଲ ପ୍ରଧାନ ବାର୍ଷିକ ବିବରଣୀ ପାଠ କରିଥିବା ବେଳେ ପ୍ରହଲ୍ଲାଦ ମାଝି ସଭା ପରିଚାଳନା କରିଥିଲେ । ଶେଷରେ ମନୋରଞ୍ଜନ ସାହୁ ଧନ୍ୟବାଦ ଦେଇଥିଲେ । <box>940 706 1492 859</box>
tender-cell: 30,950/- <box>672 2205 720 2282</box>
page-number: 14 <box>1479 2312 1493 2325</box>
story-body: ଢେଙ୍କାନାଳ ଅଫିସ,୨୨।୬- ଉତ୍ତରାଖଣ୍ଡରେ ବନ୍ୟା ବିଭୀଷିକାରେ କ୍ଷତିଗ୍ରସ୍ତ ପୀଡ଼ିତଙ୍କ ଲୋକମାନଙ୍କ ସହାୟତା ପାଇଁ ଢେଙ୍କାନାଳ ସି-ଫୋର ପକ୍ଷରୁ ସହାୟତା ରାଶି ସଂଗ୍ରହ କରାଯାଇଛି । ଶୁକ୍ରବାର ରାଜ୍ୟପାଳଙ୍କ ଆବାସିକ କାର୍ଯ୍ୟାଳୟରେ କ୍ଲବ ପକ୍ଷରୁ ରାଜଶ୍ରୀ ଶତପଥୀ, ଦିନେଶ ଦାସ, ଅଭୟ ସାହୁ, ଅରବିନ୍ଦ ସାହୁ, ସତ୍ୟ ନାରାୟଣ କର ପ୍ରମୁଖ ଏହି ସହାୟତା ପ୍ରଦାନ କରିଥିଲେ । <box>13 1557 169 1819</box>
nursing-desc: Admission will be done through an Entrance Examination (OPENNET-III) to be conducted on Sunday, 8th September, 2013 at all India level. <box>1140 1345 1470 1368</box>
cutoff-cell: -- <box>703 987 712 1002</box>
col-header: କଲେଜର ନାମ <box>386 935 591 952</box>
cutoff-row <box>386 1003 755 1020</box>
elig-item: 2. Serving teachers with two years (2 years) teaching experience in a Government or Government Recognized School. <box>1140 1807 1431 1830</box>
ohpc-date: Date: 18.06.2013 <box>634 2051 720 2063</box>
story-body: କାମାକ୍ଷାନଗର,୨୨।୬ (ଡି.ଏନ.ଏ.)-ଢେଙ୍କାନାଳ ଜିଲା କାମାକ୍ଷାନଗର ବ୍ଲକ ସଭାଗୃହରେ ବୁଧବାର ଆଧାର କାର୍ଡ ସମ୍ପର୍କିତ ତାଲିମ ଶିବିର ହୋଇଥିଲା । ତହସିଲଦାର କଳ୍ପତରୁ ବେହେରା ଅଧ୍ୟକ୍ଷତା କରିଥିଲେ । ଶିବିରରେ ୫୦ଜଣ ଶିକ୍ଷୟିତ୍ରୀ ଓ ଶିକ୍ଷକଙ୍କୁ ତାଲିମ ଦିଆଯାଇଥିଲା । ପରିବାରର କିପରି ସୁବିଧାରେ ଆଧାର କାର୍ଡ ପାଇବେ ସେ ସମ୍ପର୍କରେ ସୂଚନା ଦିଆଯାଇ ଥିଲା । ଜନଗଣନା ଉପ ନିର୍ଦ୍ଦେଶକ ପ୍ରଭାକର ବରାଳ, ବିଡିଓ ବସନ୍ତ କୁମାର ମାଝି, ଏବିଡିଓ ନିରଞ୍ଜନ ମିଶ୍ର, ଇଲେକ୍ଟ୍ରୋନିକ୍ସ କର୍ପୋରେଶନ ଅଫ୍ ଇଣ୍ଡିଆର କର୍ମଚାରୀ ତାଲିମ ଦେଇଥିଲେ । <box>13 439 169 796</box>
med-duration: Duration : 2 years <box>787 1792 868 1803</box>
cutoff-cell: ୩୩ <box>703 953 722 967</box>
cutoff-cell: ୬୦.୧୭ <box>594 1089 627 1103</box>
story-title: ଝୁଲନ୍ତା ଶବ ଉଦ୍ଧାର <box>42 128 140 178</box>
cell: M.Ed. and B.Ed. Programmes <box>1229 2212 1433 2227</box>
mgmt-programme-list <box>787 1358 1122 1461</box>
cutoff-cell: ଜନତା ଜୁନିୟର କଲେଜ <box>390 1021 489 1035</box>
tender-notice-bar: TENDER CALL NOTICE No. 03/2013-14 DATED: 18.06.2013 <box>18 2067 720 2091</box>
cutoff-cell: -- <box>703 1021 712 1036</box>
cutoff-cell: ୩୯.୩୩ <box>594 1106 631 1120</box>
school-photo <box>192 162 737 484</box>
cutoff-row <box>386 1054 755 1071</box>
cutoff-cell: -- <box>703 1089 712 1104</box>
tender-col-header: Sl. No. <box>19 2152 45 2205</box>
section-tag: ବିଭିନ୍ନ ଅଞ୍ଚଳ ଖବର <box>9 53 173 119</box>
tender-cell: 30,95,000/- <box>269 2205 350 2282</box>
cutoff-cell: ବାପୁଜି ଜୁନିୟର କଲେଜ <box>390 1004 491 1018</box>
farmers-photo <box>945 870 1490 1125</box>
noseed-body: କଙ୍କଡାହାଡ,୨୨।୬(ଡି.ଏନ.ଏ)- ଢେଙ୍କାନାଳ ଜିଲା କଙ୍କଡାହାଡ ବ୍ଲକର ଶତକଡା ୩୦ ଭାଗ ଚାଷଜମି ଡିପ ଏବଂ ଅତି ଡିପ ଜମି । ଏଠାରେ ମୌସୁମୀ ବର୍ଷାର ଆଗମନରେ ଚାଷୀମାନେ ମୁଗ, ବିରି, କୋଳଥ, ଚିନାବାଦାମ, ମକା, ମାଣ୍ଡିଆ ଆଦି ଫସଲ ଉତ୍ପାଦନ କରିଥାନ୍ତି । କିନ୍ତୁ ବର୍ତ୍ତମାନ ଏହିସବୁ ବିହନ ଚାଷୀମାନଙ୍କ ପାଖରେ ନ ଥିବାରୁ ଜମି ପଡ଼ିଆ ପଡ଼ିବ । ଚାଷୀଙ୍କ ପାଖରେ ଅଣଧାନ ବିହନ ନାହିଁ । ସରକାରୀ ସ୍ତରରେ ରିହାତି ମୂଲ୍ୟରେ ବିହନ ଚାଷୀମାନଙ୍କୁ ଯୋଗାଇ ଦିଆଯାଉ ନାହିଁ । ତୁଣ ବା ଧାନ ଓ ଅଣଧାନ ବିହନ ଦେବା ପାଇଁ ଅଧିକାରୀମାନେ କୌଣସି ପଦକ୍ଷେପ ନେଉନାହାନ୍ତି । କୃଷି ବିଭାଗ ପାଖରେ ବିହନ ବିକ୍ରି କୌଣସି ସୁବିଧା ନ ଥିବାରୁ ଚାଷୀଙ୍କୁ ଫେରିବାକୁ ପଡୁଛି । ଏଥିପାଇଁ ଜିଲା କୃଷି ଅଧିକାରୀ ଦୃଷ୍ଟି ଦେବା ସହିତ ଚାଷୀମାନଙ୍କୁ ରିହାତି ମୂଲ୍ୟରେ ଡାଲି ଜାତୀୟ ବିହନ ଯୋଗାଇବା ପାଇଁ ଦାବି ହେଉଛି । <box>580 1223 755 1707</box>
elig-item: Candidates who have appeared in the qualifying examination (Bachelor/higher degree) and the result are awaited can also apply. <box>1140 1867 1470 1890</box>
ignou-tagline: THE PEOPLE'S UNIVERSITY <box>846 1206 911 1227</box>
prospectus-title: Availability of Student Handbook & Prospectus <box>974 2079 1288 2095</box>
note-box <box>780 1944 1482 1989</box>
ignou-ad <box>772 1172 1490 2312</box>
note-line: • Last date of submitting applications : 8th August, 2013. <box>994 1973 1268 1985</box>
walk-title: Walk in Admission (for Management Programme Only) <box>950 1995 1312 2011</box>
header-rule <box>4 32 1493 36</box>
last-date: LAST DATE: Filled in form must reach, the Registrar (SED), IGNOU, Maidan Garhi, New Delhi - 110068, by Registered Post/Speed Post on or before 8th August, 2013. <box>1140 1549 1462 1584</box>
col-header: ବିଜ୍ଞାନ <box>645 935 699 952</box>
tender-col-header: Last Date and Time of opening of Tender <box>587 2152 671 2205</box>
prospectus-body: Application form and prospectus can also be downloaded from the website: www.ignou.ac.in and sent along with a DD/IPO for ₹1050/- for Management Programme/ M.Ed./ B.Ed. / B.Sc.N(PB) in favour of IGNOU payable at New Delhi in case of Management and Post Basic B.Sc. Nursing Programme and concerned Regional Centre in case of Master of Education and Bachelor of Education Programmes by Registered/Speed Post at the following addresses: <box>787 2141 1474 2176</box>
address-table <box>828 2181 1433 2227</box>
nursing-medium: Medium of Instruction: English <box>1140 1381 1280 1392</box>
noseed-headline: ଚାଷୀଙ୍କୁ ବିହନ ମିଳୁନି <box>580 1188 758 1213</box>
ohpc-number: No.: UKHEP/2706 <box>18 2051 109 2063</box>
cutoff-cell: ଅନୁଗୋଳ ମହିଳା କଲେଜ <box>390 970 498 984</box>
cell: Concerned Regional Centre (Address given in Handbook & Prospectus) <box>829 2212 1230 2227</box>
